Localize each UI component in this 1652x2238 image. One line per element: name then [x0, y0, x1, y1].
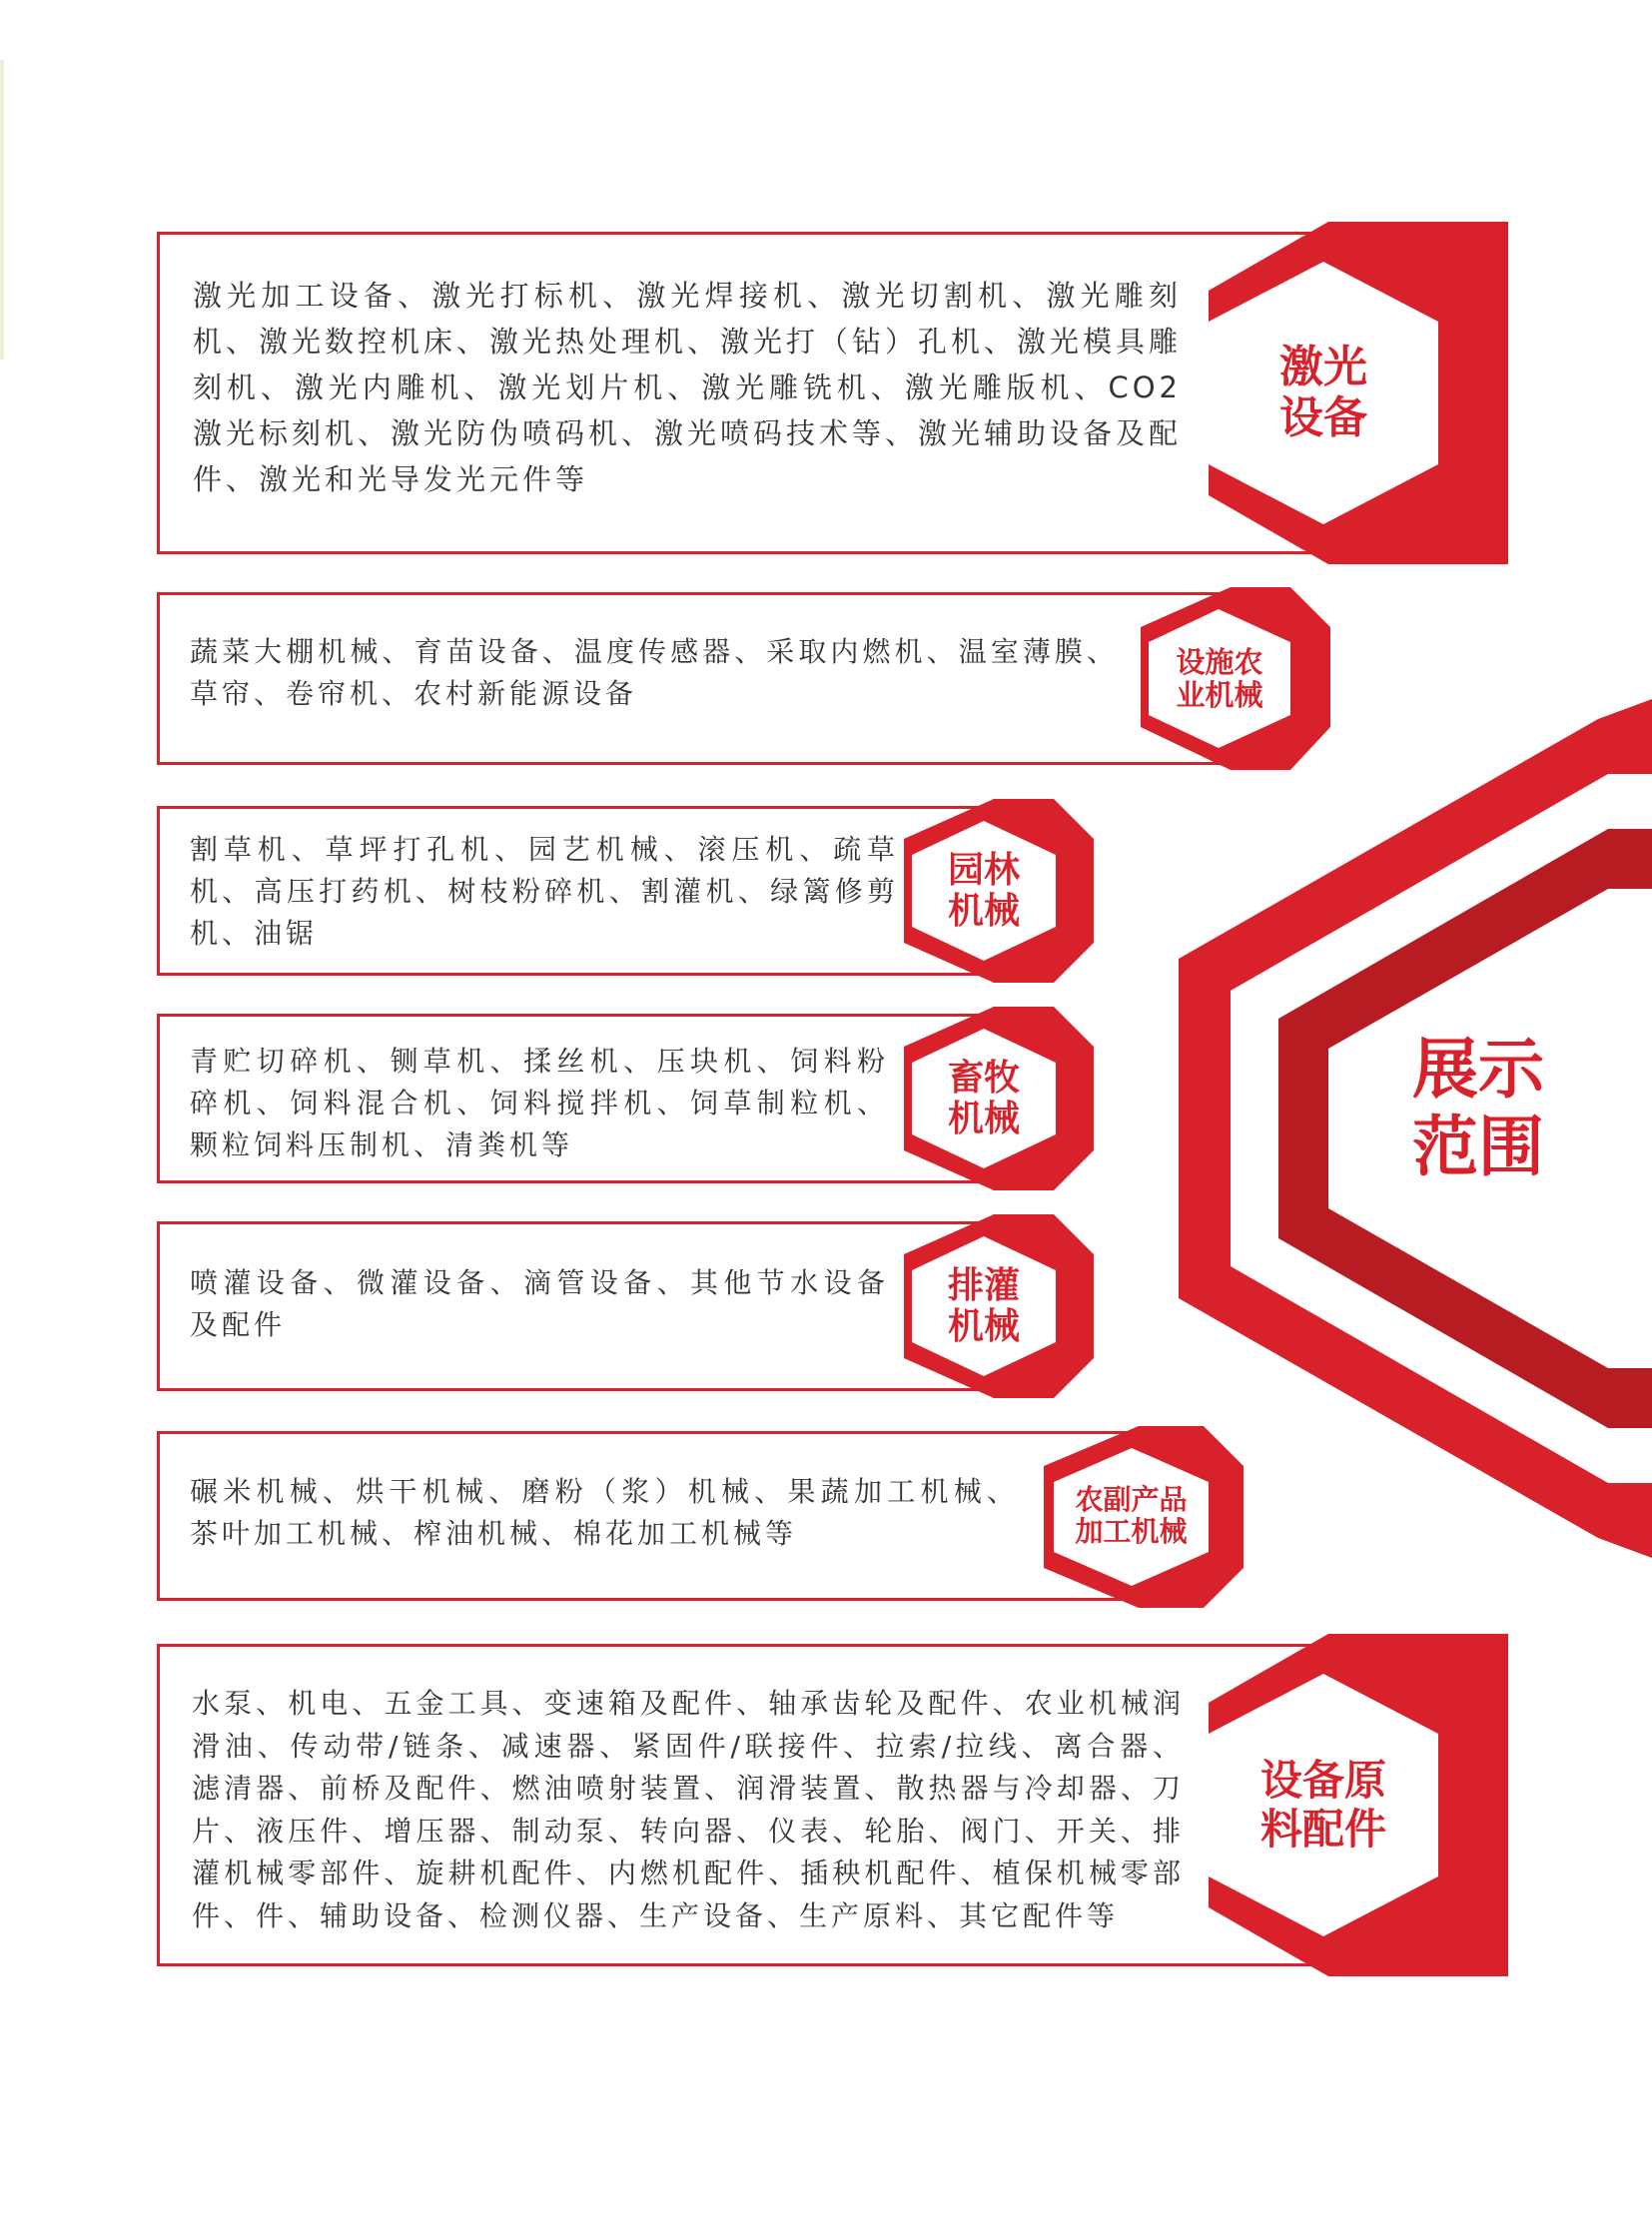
category-tag-facility-agri: 设施农 业机械: [1176, 644, 1263, 712]
left-edge-accent: [0, 60, 4, 360]
category-tag-livestock: 畜牧 机械: [947, 1057, 1020, 1139]
exhibition-scope-title: 展示 范围: [1412, 1031, 1544, 1185]
category-items-irrigation: 喷灌设备、微灌设备、滴管设备、其他节水设备及配件: [190, 1266, 889, 1341]
category-items-facility-agri: 蔬菜大棚机械、育苗设备、温度传感器、采取内燃机、温室薄膜、草帘、卷帘机、农村新能源设备: [190, 635, 1119, 710]
category-tag-garden: 园林 机械: [947, 849, 1020, 932]
category-tag-parts: 设备原 料配件: [1259, 1756, 1386, 1854]
category-tag-agri-processing: 农副产品 加工机械: [1075, 1482, 1188, 1548]
category-items-laser: 激光加工设备、激光打标机、激光焊接机、激光切割机、激光雕刻机、激光数控机床、激光热处理机、激光打（钻）孔机、激光模具雕刻机、激光内雕机、激光划片机、激光雕铣机、激光雕版机、CO2激光标刻机、激光防伪喷码机、激光喷码技术等、激光辅助设备及配件、激光和光导发光元件等: [193, 279, 1183, 496]
category-tag-laser: 激光 设备: [1279, 341, 1367, 443]
category-items-agri-processing: 碾米机械、烘干机械、磨粉（浆）机械、果蔬加工机械、茶叶加工机械、榨油机械、棉花加工机械等: [190, 1475, 1019, 1550]
category-items-livestock: 青贮切碎机、铡草机、揉丝机、压块机、饲料粉碎机、饲料混合机、饲料搅拌机、饲草制粒机、颗粒饲料压制机、清粪机等: [190, 1045, 889, 1161]
category-tag-irrigation: 排灌 机械: [947, 1264, 1020, 1347]
category-items-parts: 水泵、机电、五金工具、变速箱及配件、轴承齿轮及配件、农业机械润滑油、传动带/链条、减速器、紧固件/联接件、拉索/拉线、离合器、滤清器、前桥及配件、燃油喷射装置、润滑装置、散热器与冷却器、刀片、液压件、增压器、制动泵、转向器、仪表、轮胎、阀门、开关、排灌机械零部件、旋耕机配件、内燃机配件、插秧机配件、植保机械零部件、件、辅助设备、检测仪器、生产设备、生产原料、其它配件等: [192, 1687, 1185, 1932]
category-items-garden: 割草机、草坪打孔机、园艺机械、滚压机、疏草机、高压打药机、树枝粉碎机、割灌机、绿篱修剪机、油锯: [190, 833, 899, 950]
